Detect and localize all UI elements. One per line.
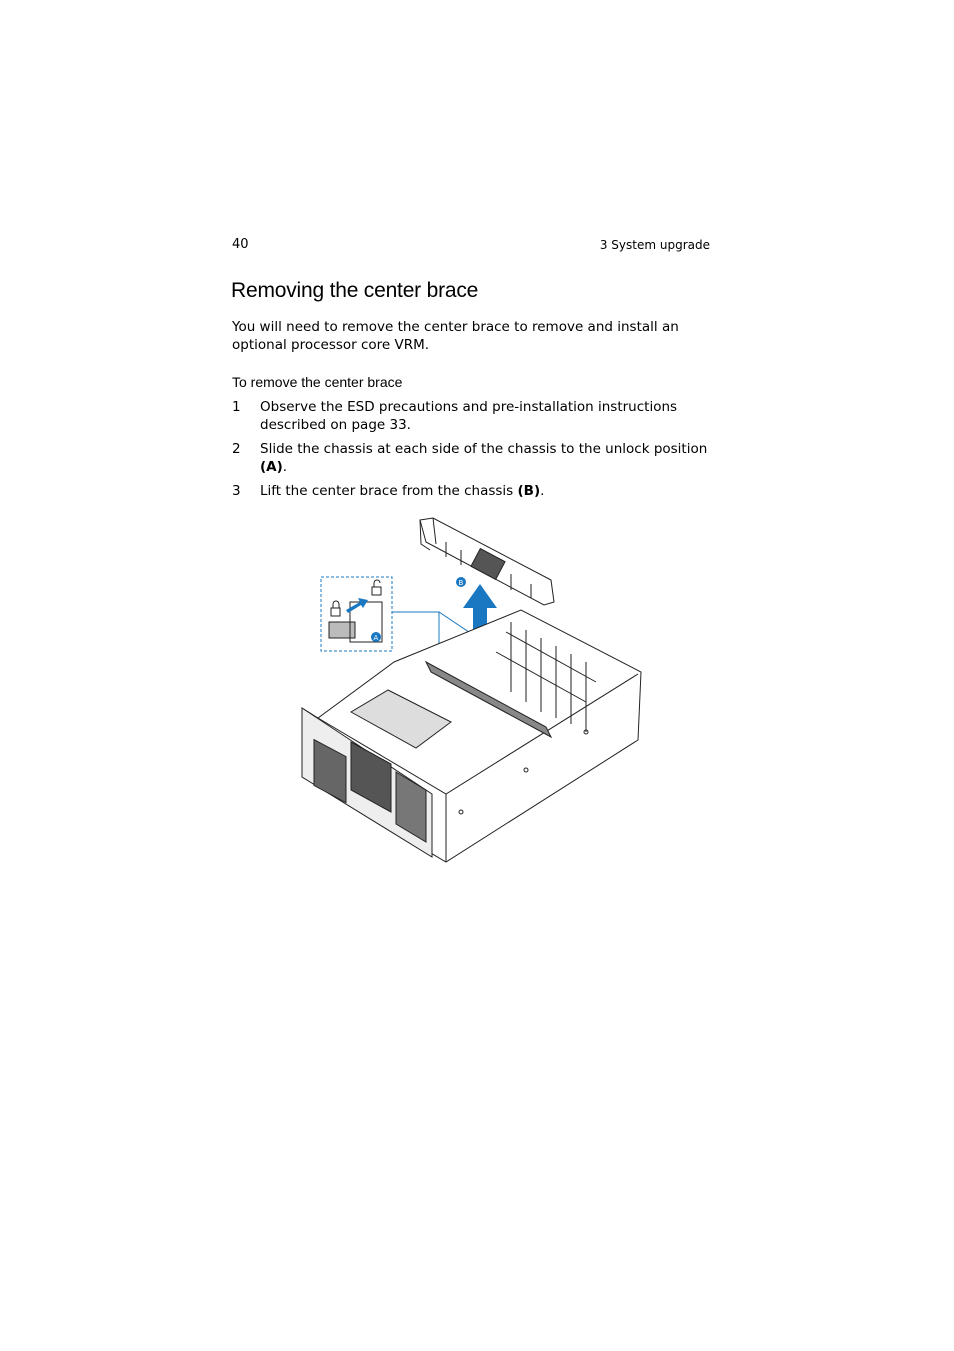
step-item [232,398,712,434]
section-title: Removing the center brace [231,279,479,302]
lock-icon [331,601,340,616]
center-brace [420,518,554,605]
slide-arrow-icon [346,598,368,613]
server-chassis [302,610,641,862]
page-number: 40 [232,237,249,252]
step-text: Observe the ESD precautions and pre-installation instructions described on page 33. [260,399,678,433]
step-text: Lift the center brace from the chassis (B). [260,483,545,499]
unlock-icon [372,580,381,595]
running-head: 3 System upgrade [599,238,710,252]
step-number: 2 [232,441,241,457]
step-number: 3 [232,483,241,499]
procedure-steps [232,398,712,506]
step-item [232,440,712,476]
procedure-title: To remove the center brace [232,374,403,390]
slide-latch [329,622,355,638]
step-text: Slide the chassis at each side of the chassis to the unlock position (A). [260,441,708,475]
callout-a-label: A [373,634,379,642]
callout-b-label: B [458,579,464,587]
intro-paragraph: You will need to remove the center brace to remove and install an optional processor core VRM. [232,319,679,353]
step-item [232,482,712,500]
step-number: 1 [232,399,241,415]
center-brace-illustration [296,512,646,868]
